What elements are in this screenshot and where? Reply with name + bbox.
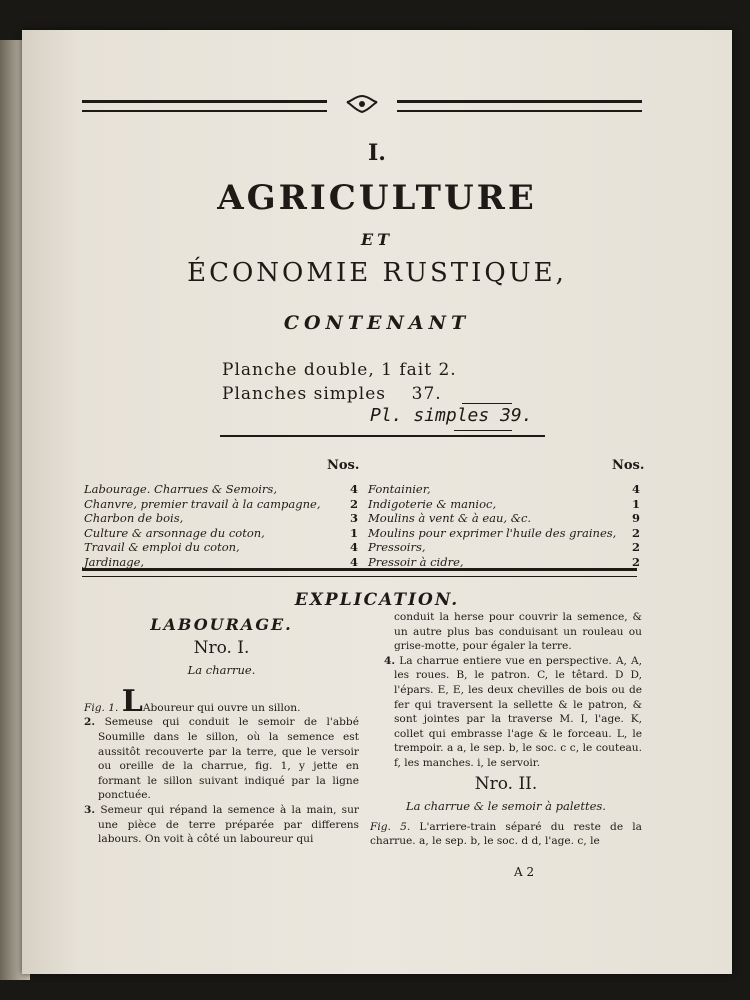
plates-simples — [222, 384, 442, 404]
paragraph: 2. Semeuse qui conduit le semoir de l'abbé Soumille dans le sillon, où la semence est aussitôt recouverte par la terre, que le versoir ou oreille de la charrue, fig. 1, y jette en formant le sillon suivant indiqué par la ligne ponctuée. — [84, 716, 359, 802]
divider-rule — [220, 435, 545, 440]
explication-heading: EXPLICATION. — [294, 590, 460, 610]
toc-nos-right: Nos. — [612, 458, 645, 473]
toc-item: Culture & arsonnage du coton, 1 — [84, 525, 359, 540]
toc-item: Moulins à vent & à eau, &c. 9 — [368, 511, 641, 526]
nro-heading: Nro. II. — [474, 773, 538, 794]
top-ornament-rule — [82, 100, 642, 108]
paragraph: 3. Semeur qui répand la semence à la main, sur une pièce de terre préparée par differens labours. On voit à côté un laboureur qui — [84, 803, 359, 846]
subheading: La charrue. — [187, 663, 256, 678]
toc-right-column — [368, 482, 643, 570]
page-subtitle: ÉCONOMIE RUSTIQUE, — [187, 258, 567, 288]
toc-item: Labourage. Charrues & Semoirs, 4 — [84, 482, 359, 496]
toc-left-column — [84, 482, 359, 570]
contenant-label: CONTENANT — [283, 312, 471, 334]
toc-item: Indigoterie & manioc, 1 — [368, 496, 641, 511]
plates-simples-count: 37. — [411, 384, 442, 404]
paragraph: 4. La charrue entiere vue en perspective. A, A, les roues. B, le patron. C, le têtard. D D, l'épars. E, E, les deux chevilles de bois ou de fer qui traversent la sellette & le patron, & sont jointes par la traverse M. I, l'age. K, collet qui embrasse l'age & le forceau. L, le trempoir. a a, le sep. b, le soc. c c, le couteau. f, les manches. i, le servoir. — [384, 654, 642, 769]
drop-cap: L — [121, 683, 143, 719]
toc-item: Travail & emploi du coton, 4 — [84, 540, 359, 555]
left-text-column — [84, 615, 359, 847]
book-page — [22, 30, 732, 974]
toc-item: Jardinage, 4 — [84, 554, 359, 569]
section-heading: LABOURAGE. — [150, 615, 293, 634]
toc-item: Pressoirs, 2 — [368, 540, 641, 555]
toc-nos-left: Nos. — [327, 458, 360, 473]
handwritten-note: Pl. simples 39. — [370, 405, 533, 426]
paragraph: Fig. 5. L'arriere-train séparé du reste de la charrue. a, le sep. b, le soc. d d, l'age. c, le — [370, 820, 642, 848]
toc-item: Moulins pour exprimer l'huile des graines, 2 — [368, 525, 641, 540]
title-connector: ET — [360, 230, 394, 249]
count-underline — [462, 403, 512, 404]
right-text-column — [370, 610, 642, 849]
note-underline — [454, 430, 512, 431]
toc-bottom-rule — [82, 568, 637, 577]
nro-heading: Nro. I. — [193, 637, 250, 658]
plates-simples-label: Planches simples — [222, 384, 387, 404]
toc-item: Charbon de bois, 3 — [84, 511, 359, 526]
paragraph: Fig. 1. LAboureur qui ouvre un sillon. — [84, 683, 301, 719]
page-title: AGRICULTURE — [217, 178, 537, 218]
fleuron-ornament-icon — [345, 94, 379, 114]
plates-double: Planche double, 1 fait 2. — [222, 360, 457, 380]
subheading: La charrue & le semoir à palettes. — [406, 799, 606, 814]
toc-item: Chanvre, premier travail à la campagne, 2 — [84, 496, 359, 511]
toc-item: Fontainier, 4 — [368, 482, 641, 496]
toc-item: Pressoir à cidre, 2 — [368, 554, 641, 569]
section-numeral: I. — [368, 140, 386, 166]
signature-mark: A 2 — [514, 865, 535, 879]
paragraph: conduit la herse pour couvrir la semence, & un autre plus bas conduisant un rouleau ou grise-motte, pour égaler la terre. — [394, 611, 642, 653]
